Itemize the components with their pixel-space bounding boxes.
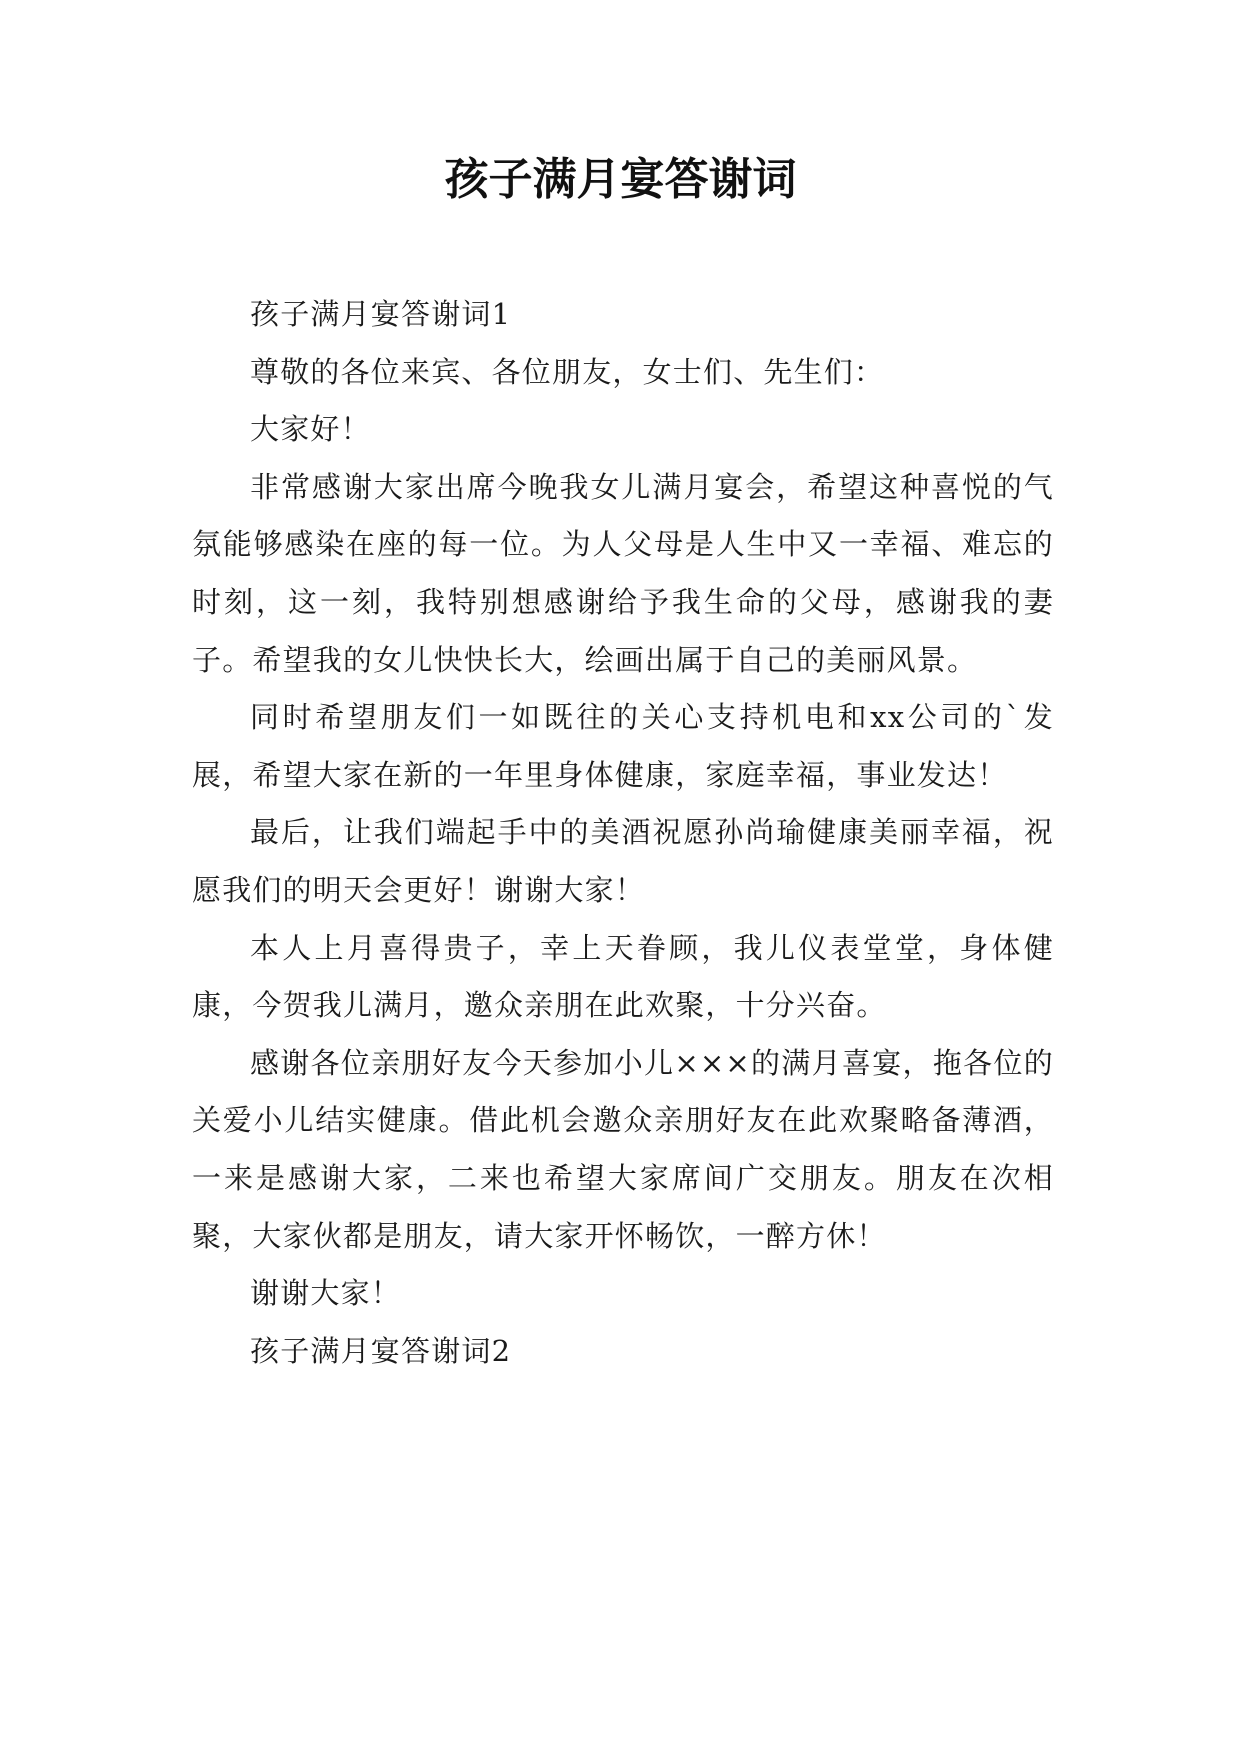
paragraph-thanks: 非常感谢大家出席今晚我女儿满月宴会，希望这种喜悦的气氛能够感染在座的每一位。为人父母是人生中又一幸福、难忘的时刻，这一刻，我特别想感谢给予我生命的父母，感谢我的妻子。希望我的女儿快快长大，绘画出属于自己的美丽风景。 xyxy=(192,469,1054,677)
section-heading-1: 孩子满月宴答谢词1 xyxy=(250,297,512,331)
section-heading-2: 孩子满月宴答谢词2 xyxy=(250,1333,512,1368)
paragraph-toast: 最后，让我们端起手中的美酒祝愿孙尚瑜健康美丽幸福，祝愿我们的明天会更好！谢谢大家！ xyxy=(192,815,1054,907)
paragraph-wishes: 同时希望朋友们一如既往的关心支持机电和xx公司的`发展，希望大家在新的一年里身体健康，家庭幸福，事业发达！ xyxy=(192,700,1054,792)
greeting: 大家好！ xyxy=(250,412,371,447)
closing-thanks: 谢谢大家！ xyxy=(250,1276,402,1311)
paragraph-gratitude: 感谢各位亲朋好友今天参加小儿×××的满月喜宴，拖各位的关爱小儿结实健康。借此机会邀众亲朋好友在此欢聚略备薄酒，一来是感谢大家，二来也希望大家席间广交朋友。朋友在次相聚，大家伙都是朋友，请大家开怀畅饮，一醉方休！ xyxy=(192,1045,1054,1253)
paragraph-announcement: 本人上月喜得贵子，幸上天眷顾，我儿仪表堂堂，身体健康，今贺我儿满月，邀众亲朋在此欢聚，十分兴奋。 xyxy=(192,930,1054,1023)
document-body xyxy=(192,286,1054,1380)
salutation: 尊敬的各位来宾、各位朋友，女士们、先生们： xyxy=(250,354,885,389)
document-title: 孩子满月宴答谢词 xyxy=(444,154,797,205)
